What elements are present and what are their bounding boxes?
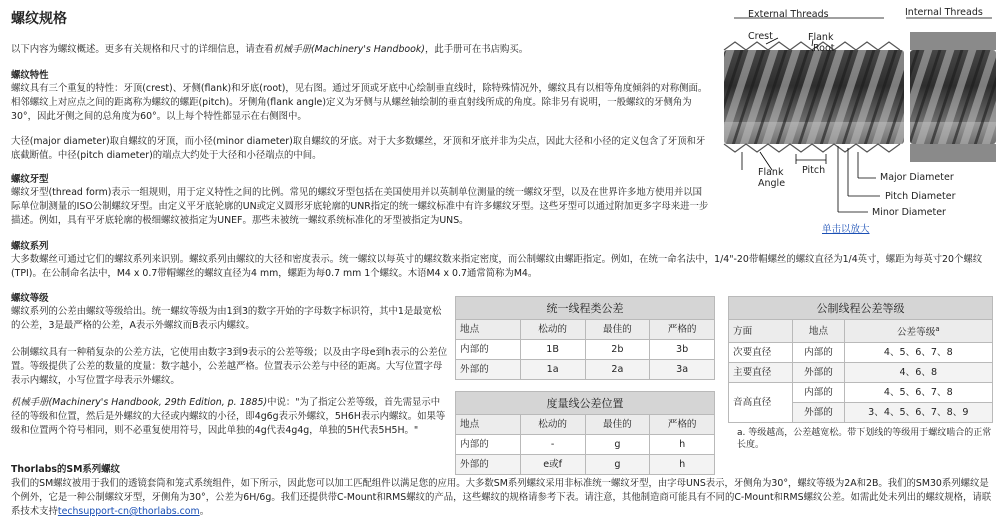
table-cell: 4、5、6、7、8: [844, 343, 992, 363]
table-cell: g: [585, 435, 650, 455]
grade-heading: 螺纹等级: [11, 293, 49, 304]
table-cell: 4、5、6、7、8: [844, 383, 992, 403]
intro-text-b: ，此手册可在书店购买。: [424, 44, 529, 55]
grade-paragraph-1: 螺纹系列的公差由螺纹等级给出。统一螺纹等级为由1到3的数字开始的字母数字标识符，其中1是最宽松的公差，3是最严格的公差，A表示外螺纹而B表示内螺纹。: [11, 306, 442, 331]
crest-label: Crest: [748, 31, 773, 42]
table-cell: 外部的: [456, 455, 521, 475]
techsupport-email-link[interactable]: techsupport-cn@thorlabs.com: [57, 506, 200, 517]
table-cell: e或f: [520, 455, 585, 475]
thread-diagram[interactable]: [720, 2, 1000, 240]
sm-heading: Thorlabs的SM系列螺纹: [11, 464, 120, 475]
grade-book-title: 机械手册(Machinery's Handbook, 29th Edition, p. 1885): [11, 397, 268, 408]
table-cell: 内部的: [456, 435, 521, 455]
sm-paragraph: [11, 477, 996, 519]
flank-label: Flank: [808, 32, 834, 43]
form-paragraph: 螺纹牙型(thread form)表示一组规则，用于定义特性之间的比例。常见的螺纹牙型包括在美国使用并以英制单位测量的统一螺纹牙型，以及在世界许多地方使用并以国际单位制测量的ISO公制螺纹牙型。由定义平牙底轮廓的UN或定义圆形牙底轮廓的UNR指定的统一螺纹标准中有许多螺纹牙型。这些牙型可以通过附加更多字母来进一步描述。例如，具有平牙底轮廓的极细螺纹被指定为UNEF。那些未被统一螺纹系统标准化的牙型被指定为UNS。: [11, 187, 709, 226]
series-heading: 螺纹系列: [11, 241, 49, 252]
external-threads-label: External Threads: [748, 9, 829, 20]
table-row: [729, 363, 993, 383]
minor-diameter-label: Minor Diameter: [872, 207, 946, 218]
flank-angle-label-line2: Angle: [758, 178, 786, 189]
metric-header-aspect: 方面: [729, 320, 793, 343]
metric-header-grade: 公差等级$^a$: [844, 320, 992, 343]
table-cell: 内部的: [793, 383, 844, 403]
table-cell: 内部的: [456, 340, 521, 360]
metric-table-footnote: a. 等级越高，公差越宽松。带下划线的等级用于螺纹啮合的正常长度。: [737, 428, 992, 450]
unified-tolerance-table: [455, 296, 715, 380]
features-paragraph-2: 大径(major diameter)取自螺纹的牙顶，而小径(minor diameter)取自螺纹的牙底。对于大多数螺丝，牙顶和牙底并非为尖点，因此大径和小径的定义包含了牙顶和牙底截断值。中径(pitch diameter)的端点大约处于大径和小径端点的中间。: [11, 136, 706, 161]
table-cell: 2a: [585, 360, 650, 380]
position-header-loose: 松动的: [520, 415, 585, 435]
table-cell: 1a: [520, 360, 585, 380]
table-cell: -: [520, 435, 585, 455]
position-table-caption: 度量线公差位置: [456, 392, 715, 415]
sm-paragraph-text: 我们的SM螺纹被用于我们的透镜套筒和笼式系统组件，如下所示，因此您可以加工匹配组件以满足您的应用。大多数SM系列螺纹采用非标准统一螺纹牙型，由字母UNS表示，牙侧角为30°，螺纹等级为2A和2B。我们的SM30系列螺纹是个例外，它是一种公制螺纹牙型，牙侧角为30°，公差为6H/6g。我们还提供带C-Mount和RMS螺纹的产品，这些螺纹的规格请参考下表。请注意，其他制造商可能具有不同的C-Mount和RMS螺纹公差。如需此处未列出的螺纹规格，请联系技术支持: [11, 478, 992, 517]
enlarge-image-link[interactable]: 单击以放大: [822, 224, 870, 235]
table-cell: 外部的: [793, 403, 844, 423]
table-row: [729, 383, 993, 403]
table-cell: 主要直径: [729, 363, 793, 383]
external-thread-shape: [724, 42, 904, 152]
unified-header-best: 最佳的: [585, 320, 650, 340]
position-tolerance-table: [455, 391, 715, 475]
grade-paragraph-3: [11, 396, 448, 438]
position-header-location: 地点: [456, 415, 521, 435]
metric-table-caption: 公制线程公差等级: [729, 297, 993, 320]
table-cell: 3a: [650, 360, 715, 380]
table-cell: 4、6、8: [844, 363, 992, 383]
table-row: [729, 343, 993, 363]
unified-header-loose: 松动的: [520, 320, 585, 340]
form-heading: 螺纹牙型: [11, 174, 49, 185]
intro-text-a: 以下内容为螺纹概述。更多有关规格和尺寸的详细信息，请查看: [11, 44, 274, 55]
table-cell: 次要直径: [729, 343, 793, 363]
grade-paragraph-2: 公制螺纹具有一种稍复杂的公差方法，它使用由数字3到9表示的公差等级；以及由字母e到h表示的公差位置。等级提供了公差的数量的度量：数字越小，公差越严格。位置表示公差与中径的距离。大写位置字母表示内螺纹，小写位置字母表示外螺纹。: [11, 347, 448, 386]
root-label: Root: [813, 43, 835, 54]
footnote-marker: a: [935, 325, 940, 333]
unified-header-strict: 严格的: [650, 320, 715, 340]
metric-grade-table: [728, 296, 993, 423]
unified-table-caption: 统一线程类公差: [456, 297, 715, 320]
intro-book-title: 机械手册(Machinery's Handbook): [273, 44, 425, 55]
table-cell: 外部的: [456, 360, 521, 380]
major-diameter-label: Major Diameter: [880, 172, 954, 183]
table-cell: 1B: [520, 340, 585, 360]
table-row: [456, 455, 715, 475]
table-cell: h: [650, 455, 715, 475]
position-header-best: 最佳的: [585, 415, 650, 435]
features-paragraph-1: 螺纹具有三个重复的特性：牙顶(crest)、牙侧(flank)和牙底(root)，见右图。通过牙顶或牙底中心绘制垂直线时，除特殊情况外，螺纹具有以相等角度倾斜的对称侧面。相邻螺纹上对应点之间的距离称为螺纹的螺距(pitch)。牙侧角(flank angle)定义为牙侧与从螺丝轴绘制的垂直射线所成的角度。除非另有说明，一般螺纹的牙侧角为30°，因此牙侧之间的总角度为60°。以上每个特性都显示在右侧图中。: [11, 83, 708, 122]
table-row: [456, 340, 715, 360]
table-cell: 2b: [585, 340, 650, 360]
series-paragraph: 大多数螺丝可通过它们的螺纹系列来识别。螺纹系列由螺纹的大径和密度表示。统一螺纹以每英寸的螺纹数来指定密度，而公制螺纹由螺距指定。例如，在统一命名法中，1/4"-20带帽螺丝的螺纹直径为1/4英寸，螺距为每英寸20个螺纹(TPI)。在公制命名法中，M4 x 0.7带帽螺丝的螺纹直径为4 mm，螺距为每0.7 mm 1个螺纹。木语M4 x 0.7通常简称为M4。: [11, 254, 983, 279]
pitch-diameter-label: Pitch Diameter: [885, 191, 956, 202]
table-cell: 内部的: [793, 343, 844, 363]
table-cell: 音高直径: [729, 383, 793, 423]
flank-angle-label-line1: Flank: [758, 167, 784, 178]
intro-paragraph: [11, 43, 711, 57]
internal-threads-label: Internal Threads: [905, 7, 983, 18]
grade-paragraph-3-text: 中说："为了指定公差等级，首先需显示中径的等级和位置，然后是外螺纹的大径或内螺纹的小径，即4g6g表示外螺纹，5H6H表示内螺纹。如果等级和位置两个符号相同，则不必重复使用符号，因此单独的4g代表4g4g，单独的5H代表5H5H。": [11, 397, 446, 436]
table-cell: 3、4、5、6、7、8、9: [844, 403, 992, 423]
table-row: [456, 435, 715, 455]
unified-header-location: 地点: [456, 320, 521, 340]
table-cell: h: [650, 435, 715, 455]
internal-thread-shape: [910, 32, 996, 162]
sm-paragraph-tail: 。: [199, 506, 210, 517]
table-cell: 外部的: [793, 363, 844, 383]
position-header-strict: 严格的: [650, 415, 715, 435]
pitch-label: Pitch: [802, 165, 826, 176]
features-heading: 螺纹特性: [11, 70, 49, 81]
metric-header-location: 地点: [793, 320, 844, 343]
page-title: 螺纹规格: [11, 11, 67, 27]
table-cell: g: [585, 455, 650, 475]
table-row: [456, 360, 715, 380]
table-cell: 3b: [650, 340, 715, 360]
